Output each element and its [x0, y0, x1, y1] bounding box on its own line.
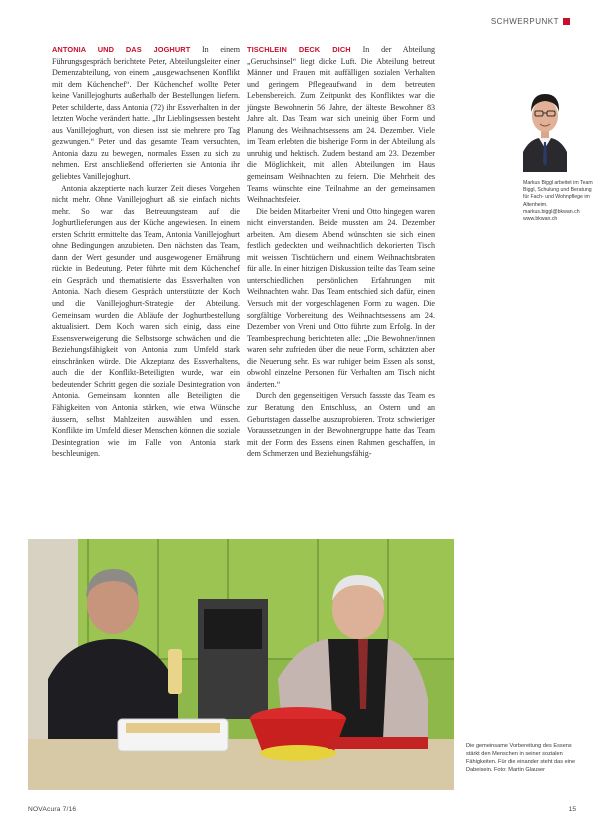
- section-label: SCHWERPUNKT: [490, 17, 559, 26]
- paragraph: [247, 44, 435, 206]
- portrait-caption-line: Biggl, Schulung und Beratung: [523, 187, 592, 194]
- main-photo: [28, 539, 454, 790]
- subheading-tischlein: TISCHLEIN DECK DICH: [247, 45, 351, 54]
- paragraph-text: In der Abteilung „Geruchsinsel“ liegt dicke Luft. Die Abteilung betreut Männer und Frauen mit auffälligen sozialen Verhalten und geringem Pflegeaufwand in dem betreuten Lebensbereich. Zum Zeitpunkt des Konfliktes war die jüngste Bewohnerin 56 Jahre, der älteste Bewohner 83 Jahre alt. Das Team war sich uneinig über Form und Planung des Weihnachtsessens am 24. Dezember. Viele im Team erlebten die bisherige Form in der Abteilung als unruhig und hektisch. Zudem bestand am 23. Dezember die Möglichkeit, mit allen Abteilungen im Haus gemeinsam Weihnachten zu feiern. Die Mehrheit des Teams wünschte eine Teilnahme an der gemeinsamen Weihnachtsfeier.: [247, 45, 435, 205]
- paragraph: [52, 44, 240, 183]
- paragraph-text: In einem Führungsgespräch berichtete Peter, Abteilungsleiter einer Demenzabteilung, von einem „ausgewachsenen Konflikt mit dem Küchenchef“. Der Küchenchef wollte Peter keine Vanillejoghurts außerhalb der Bestellungen liefern. Peter schilderte, dass Antonia (72) ihr Essverhalten in der letzten Woche verändert hatte. „Ihr Lieblingsessen besteht aus Vanillejoghurt, von diesen isst sie mehrere pro Tag gezwungen.“ Peter und das gesamte Team versuchten, Antonia dazu zu bewegen, normales Essen zu sich zu nehmen. Erst anschließend offerierten sie Antonia ihr geliebtes Vanillejoghurt.: [52, 45, 240, 182]
- section-tag: [491, 17, 570, 26]
- portrait-caption-line: www.bkwan.ch: [523, 216, 558, 223]
- portrait-caption-line: Markus Biggl arbeitet im Team: [523, 180, 593, 186]
- author-portrait: [523, 44, 567, 172]
- paragraph: Die beiden Mitarbeiter Vreni und Otto hingegen waren nicht einverstanden. Beide mussten am 24. Dezember arbeiten. Am diesem Abend wünschten sie sich einen festlich gedeckten und weihnachtlich dekorierten Tisch mit weissen Tischtüchern und einem Weihnachtsbraten für alle. In einer hitzigen Diskussion teilte das Team seine unterschiedlichen persönlichen Erfahrungen mit Weihnachten wahr. Das Team entschied sich dafür, einen Versuch mit der vorgeschlagenen Form zu wagen. Die sorgfältige Vorbereitung des Weihnachtsessens am 24. Dezember von Vreni und Otto führte zum Erfolg. In der Teambesprechung berichteten alle: „Die Bewohner/innen waren sehr zufrieden über die neue Form, schätzten aber die Neuerung sehr. Es war ruhiger beim Essen als sonst, obwohl einzelne Personen für Verhalten am Tisch nicht änderten.“: [247, 206, 435, 389]
- portrait-caption-line: Altenheim.: [523, 201, 548, 208]
- paragraph: Durch den gegenseitigen Versuch fassste das Team es zur Beratung den Entschluss, an Ostern und an Geburtstagen dasselbe auszuprobieren. Trotz schwieriger Voraussetzungen in der Bewohnergruppe hatte das Team mit der Form des Essens einen Rahmen geschaffen, in dem Schmerzen und Beziehungsfähig-: [247, 391, 435, 459]
- article-column-1: [52, 44, 240, 460]
- section-marker-icon: [563, 18, 570, 25]
- subheading-antonia: ANTONIA UND DAS JOGHURT: [52, 45, 191, 54]
- portrait-caption-line: für Fach- und Wohnpflege im: [523, 194, 590, 201]
- portrait-caption: [523, 180, 593, 223]
- paragraph: Antonia akzeptierte nach kurzer Zeit dieses Vorgehen nicht mehr. Ohne Vanillejoghurt aß sie einfach nichts mehr. So war das Betreuungsteam auf die Joghurtlieferungen aus der Küche angewiesen. In einem ersten Schritt ermittelte das Team, Antonia Vanillejoghurt ohne Bedingungen anzubieten. Den nächsten das Team, dann der Wert gesunder und ausgewogener Ernährung rückte in Bedeutung. Peter führte mit dem Küchenchef ein Gespräch und thematisierte das Essverhalten von Antonia. Nach diesem Gespräch unterstützte der Koch und die Vanillejoghurt-Strategie der Abteilung. Gemeinsam wurden die Abläufe der Joghurtbestellung aktualisiert. Dem Koch waren sich einig, dass eine Essensverweigerung die Selbstsorge schwächen und die Beziehungsfähigkeit von Antonia zum Umfeld stark einschränken würde. Die Akzeptanz des Essverhaltens, auch die der Konflikt-Beteiligten wurde, war ein bedeutender Schritt gegen die soziale Desintegration von Antonia. Gemeinsam konnten alle Beteiligten die Fähigkeiten von Antonia stärken, wie etwa Wünsche äussern, selbst Mahlzeiten auswählen und essen. Konflikte im Umfeld dieser Menschen können die soziale Desintegration wie im Falle von Antonia stark beschleunigen.: [52, 183, 240, 459]
- photo-caption: Die gemeinsame Vorbereitung des Essens stärkt den Menschen in seiner sozialen Fähigkeiten. Für die einander steht das eine Dabeisein. Foto: Martin Glauser: [466, 743, 576, 773]
- page-number: 15: [568, 806, 576, 813]
- article-column-2: [247, 44, 435, 460]
- footer-magazine-issue: NOVAcura 7/16: [28, 806, 77, 813]
- portrait-caption-line: markus.biggl@bkwan.ch: [523, 208, 580, 215]
